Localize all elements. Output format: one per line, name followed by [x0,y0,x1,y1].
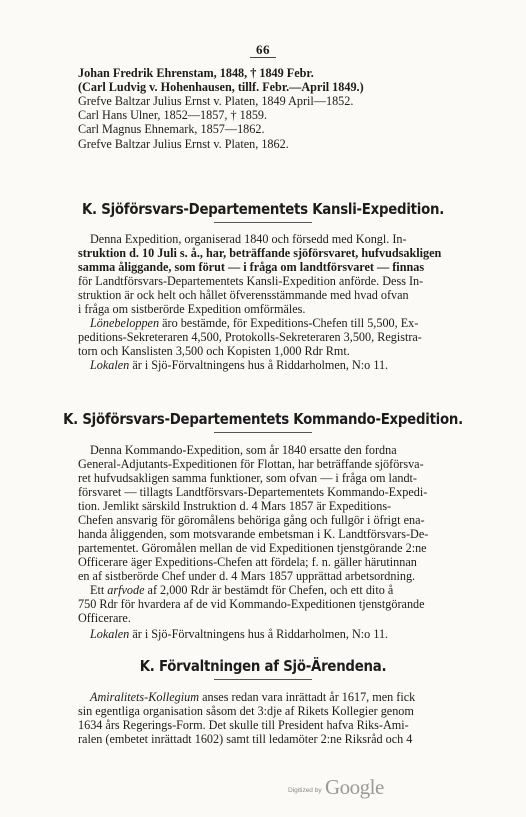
text-line: struktion är ock helt och hållet öfverensstämmande med hvad ofvan [78,288,409,302]
text-line: Officerare äger Expeditions-Chefen att fördela; f. n. gäller härutinnan [78,555,417,569]
section-heading-kansli: K. Sjöförsvars-Departementets Kansli-Expedition. [81,200,445,218]
text-line: en af sistberörde Chef under d. 4 Mars 1857 upprättad arbetsordning. [78,569,416,583]
text-line: 750 Rdr för hvardera af de vid Kommando-Expeditionen tjenstgörande [78,597,425,611]
digitized-label: Digitized by [288,787,322,794]
text-line: General-Adjutants-Expeditionen för Flottan, har beträffande sjöförsva- [78,457,424,471]
lokalen-label: Lokalen [90,358,130,372]
text-line: partementet. Göromålen mellan de vid Expeditionen tjenstgörande 2:ne [78,541,427,555]
page-number-underline [250,57,276,58]
text-line: för Landtförsvars-Departementets Kansli-Expedition anförde. Dess In- [78,274,424,288]
section-rule [214,432,312,433]
text-line: 1634 års Regerings-Form. Det skulle till President hafva Riks-Ami- [78,718,409,732]
text-line: struktion d. 10 Juli s. å., har, beträffande sjöförsvaret, hufvudsakligen [78,246,442,260]
kollegium-label: Amiralitets-Kollegium [90,690,200,704]
name-line: Grefve Baltzar Julius Ernst v. Platen, 1862. [78,137,289,151]
text-line: Lönebeloppen äro bestämde, för Expeditions-Chefen till 5,500, Ex- [90,316,419,330]
text-line: Ett arfvode af 2,000 Rdr är bestämdt för Chefen, och ett dito å [90,583,394,597]
arfvode-label: arfvode [107,583,145,597]
text-line: Lokalen är i Sjö-Förvaltningens hus å Riddarholmen, N:o 11. [90,627,389,641]
text-line: Denna Expedition, organiserad 1840 och försedd med Kongl. In- [90,232,407,246]
section-rule [214,679,312,680]
text-line: sin egentliga organisation såsom det 3:dje af Rikets Kollegier genom [78,704,414,718]
text-line: handa åliggenden, som motsvarande embetsman i K. Landtförsvars-De- [78,527,429,541]
name-line: (Carl Ludvig v. Hohenhausen, tillf. Febr.—April 1849.) [78,80,364,94]
section-rule [214,222,312,223]
text-line: Amiralitets-Kollegium anses redan vara inrättadt år 1617, men fick [90,690,416,704]
name-line: Grefve Baltzar Julius Ernst v. Platen, 1849 April—1852. [78,94,354,108]
text-line: Officerare. [78,611,131,625]
text-line: Denna Kommando-Expedition, som år 1840 ersatte den fordna [90,443,397,457]
lokalen-label: Lokalen [90,627,130,641]
name-line: Carl Hans Ulner, 1852—1857, † 1859. [78,108,268,122]
section-heading-kommando: K. Sjöförsvars-Departementets Kommando-Expedition. [63,410,463,428]
text-line: samma åliggande, som förut — i fråga om landtförsvaret — finnas [78,260,425,274]
text-line: Chefen ansvarig för göromålens behöriga gång och fullgör i öfrigt ena- [78,513,425,527]
text-line: i fråga om sistberörde Expedition omförmäles. [78,302,306,316]
text-line: tion. Jemlikt särskild Instruktion d. 4 Mars 1857 är Expeditions- [78,499,392,513]
text-line: Lokalen är i Sjö-Förvaltningens hus å Riddarholmen, N:o 11. [90,358,389,372]
text-line: peditions-Sekreteraren 4,500, Protokolls-Sekreteraren 3,500, Registra- [78,330,422,344]
text-line: torn och Kanslisten 3,500 och Kopisten 1,000 Rdr Rmt. [78,344,350,358]
lone-label: Lönebeloppen [90,316,160,330]
section-heading-forvaltningen: K. Förvaltningen af Sjö-Ärendena. [139,657,387,675]
text-line: ralen (embetet inrättadt 1602) samt till ledamöter 2:ne Riksråd och 4 [78,732,413,746]
text-line: försvaret — tillagts Landtförsvars-Departementets Kommando-Expedi- [78,485,428,499]
text-line: ret hufvudsakligen samma funktioner, som ofvan — i fråga om landt- [78,471,417,485]
google-logo: Google [325,775,384,799]
name-line: Carl Magnus Ehnemark, 1857—1862. [78,122,265,136]
name-line: Johan Fredrik Ehrenstam, 1848, † 1849 Febr. [78,66,314,80]
page-number: 66 [256,42,270,57]
